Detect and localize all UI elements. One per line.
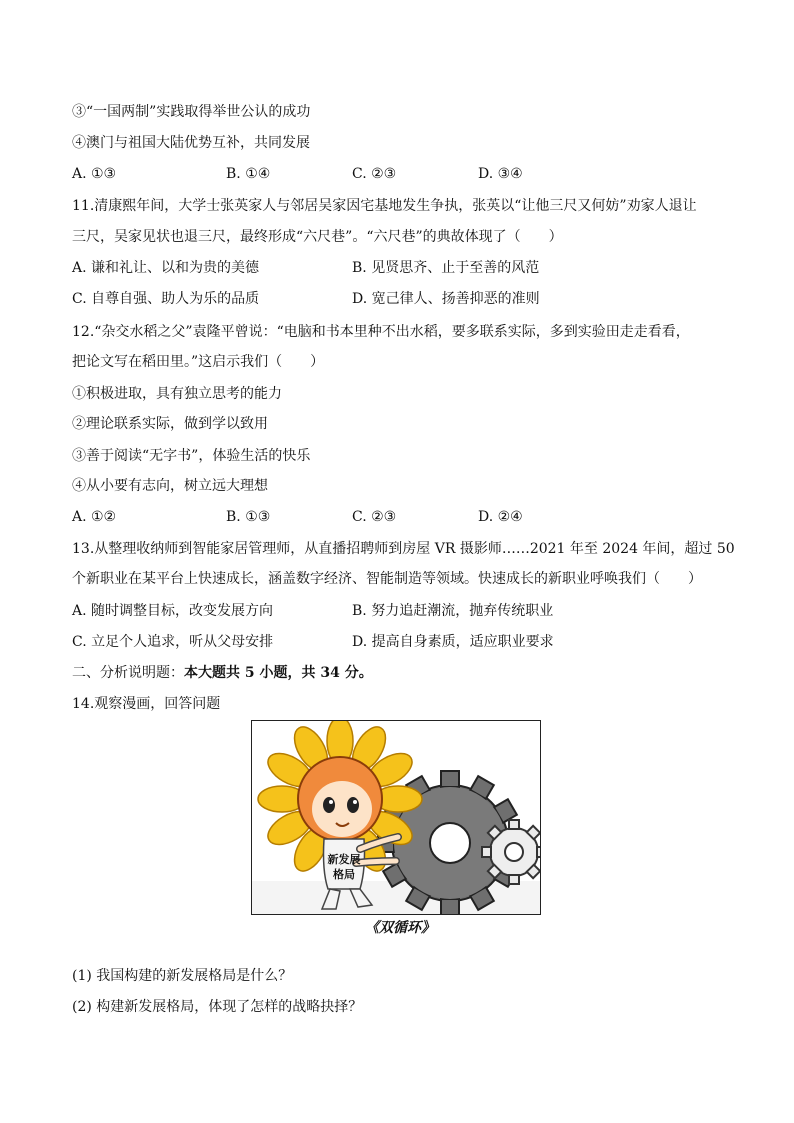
section-2-prefix: 二、分析说明题： [72,665,184,681]
q12-option-a: A. ①② [72,509,117,525]
q13-option-b: B. 努力追赶潮流，抛弃传统职业 [352,603,554,619]
q12-option-d: D. ②④ [478,509,523,525]
q13-stem-line-2: 个新职业在某平台上快速成长，涵盖数字经济、智能制造等领域。快速成长的新职业呼唤我们（ ） [72,571,702,587]
q11-option-c: C. 自尊自强、助人为乐的品质 [72,291,260,307]
q10-option-c: C. ②③ [352,166,397,182]
q10-statement-3: ③“一国两制”实践取得举世公认的成功 [72,104,311,120]
q12-statement-2: ②理论联系实际，做到学以致用 [72,416,268,432]
q11-option-d: D. 宽己律人、扬善抑恶的准则 [352,291,540,307]
q13-option-d: D. 提高自身素质，适应职业要求 [352,634,554,650]
cartoon-label-line-2: 格局 [333,868,355,881]
q12-statement-3: ③善于阅读“无字书”，体验生活的快乐 [72,448,311,464]
q13-stem-line-1: 13.从整理收纳师到智能家居管理师，从直播招聘师到房屋 VR 摄影师……2021 年至 2024 年间，超过 50 [72,541,735,557]
q12-stem-line-1: 12.“杂交水稻之父”袁隆平曾说：“电脑和书本里种不出水稻，要多联系实际，多到实验田走走看看， [72,324,690,340]
cartoon-illustration [252,721,541,915]
q12-stem-line-2: 把论文写在稻田里。”这启示我们（ ） [72,354,325,370]
cartoon-caption: 《双循环》 [365,920,435,936]
q14-title: 14.观察漫画，回答问题 [72,696,221,712]
q13-option-a: A. 随时调整目标，改变发展方向 [72,603,274,619]
q11-stem-line-1: 11.清康熙年间，大学士张英家人与邻居吴家因宅基地发生争执，张英以“让他三尺又何妨”劝家人退让 [72,198,697,214]
q14-subquestion-1: (1) 我国构建的新发展格局是什么？ [72,968,293,984]
q10-option-d: D. ③④ [478,166,523,182]
q10-statement-4: ④澳门与祖国大陆优势互补，共同发展 [72,135,310,151]
section-2-text: 本大题共 5 小题，共 34 分。 [184,665,373,681]
q10-option-a: A. ①③ [72,166,117,182]
q11-stem-line-2: 三尺，吴家见状也退三尺，最终形成“六尺巷”。“六尺巷”的典故体现了（ ） [72,229,563,245]
q14-subquestion-2: (2) 构建新发展格局，体现了怎样的战略抉择？ [72,999,363,1015]
section-2-heading [72,663,373,683]
q12-option-c: C. ②③ [352,509,397,525]
q12-option-b: B. ①③ [226,509,271,525]
q11-option-a: A. 谦和礼让、以和为贵的美德 [72,260,260,276]
cartoon-label-line-1: 新发展 [327,853,361,866]
q11-option-b: B. 见贤思齐、止于至善的风范 [352,260,540,276]
cartoon-image [251,720,541,915]
q12-statement-1: ①积极进取，具有独立思考的能力 [72,386,282,402]
q13-option-c: C. 立足个人追求，听从父母安排 [72,634,274,650]
q12-statement-4: ④从小要有志向，树立远大理想 [72,478,268,494]
q10-option-b: B. ①④ [226,166,271,182]
